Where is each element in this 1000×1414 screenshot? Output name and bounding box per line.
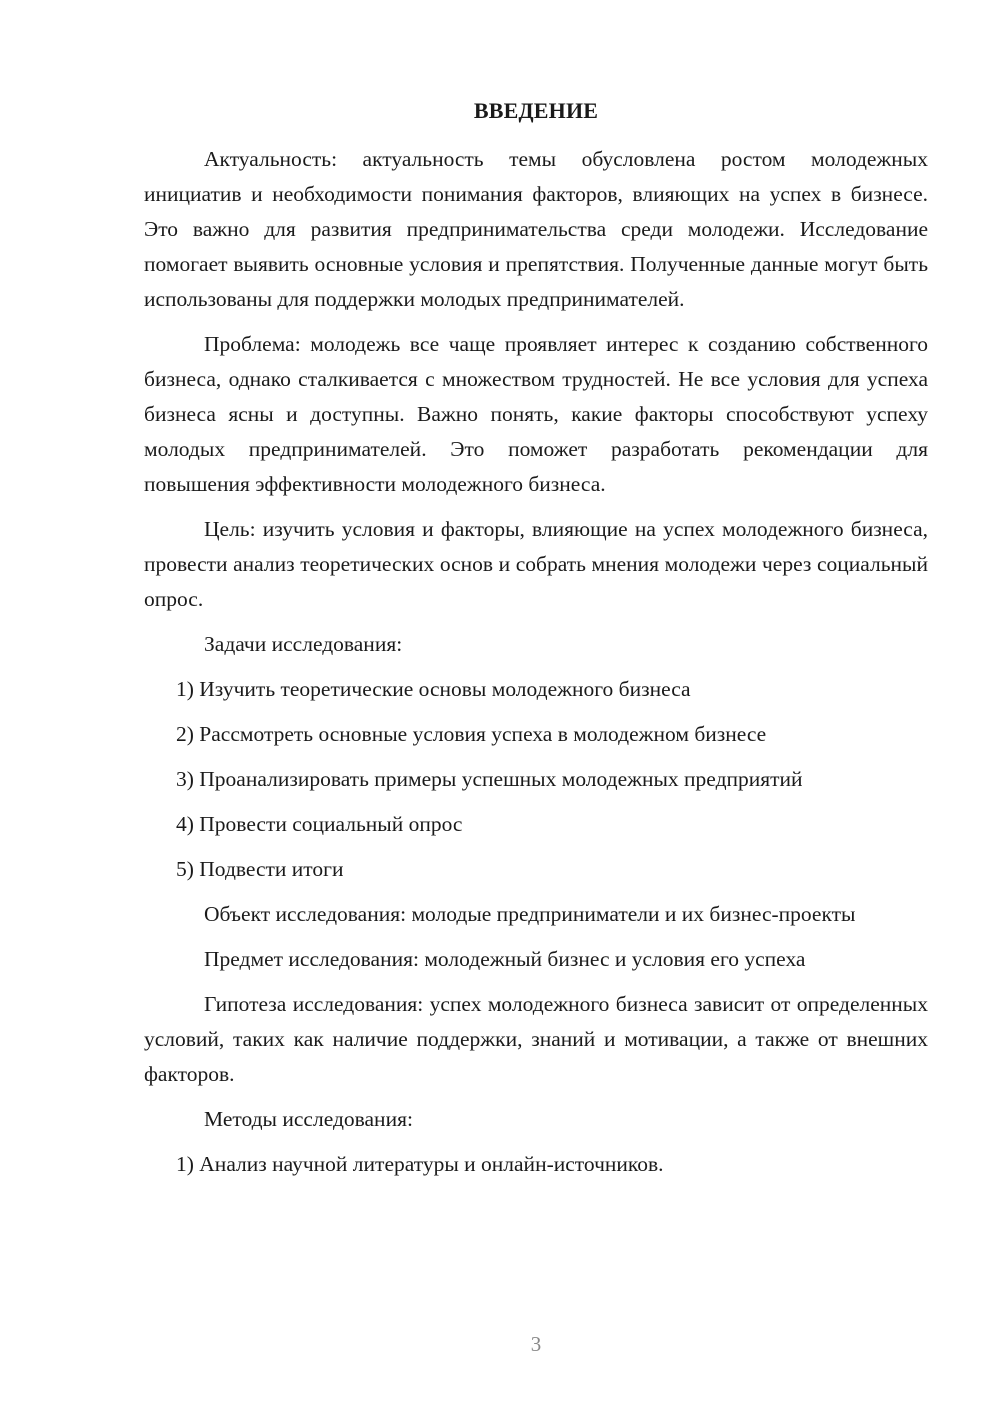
- task-item-5: 5) Подвести итоги: [176, 857, 344, 881]
- task-item-4: 4) Провести социальный опрос: [176, 812, 463, 836]
- document-title: ВВЕДЕНИЕ: [473, 98, 599, 123]
- hypothesis-paragraph: Гипотеза исследования: успех молодежного бизнеса зависит от определенных условий, таких как наличие поддержки, знаний и мотивации, а также от внешних факторов.: [144, 992, 928, 1086]
- object-paragraph: Объект исследования: молодые предприниматели и их бизнес-проекты: [204, 902, 856, 926]
- goal-paragraph: Цель: изучить условия и факторы, влияющие на успех молодежного бизнеса, провести анализ теоретических основ и собрать мнения молодежи через социальный опрос.: [144, 517, 928, 611]
- task-item-2: 2) Рассмотреть основные условия успеха в молодежном бизнесе: [176, 722, 767, 746]
- task-item-3: 3) Проанализировать примеры успешных молодежных предприятий: [176, 767, 803, 791]
- task-item-1: 1) Изучить теоретические основы молодежного бизнеса: [176, 677, 691, 701]
- tasks-heading: Задачи исследования:: [204, 632, 403, 656]
- methods-heading: Методы исследования:: [204, 1107, 413, 1131]
- subject-paragraph: Предмет исследования: молодежный бизнес и условия его успеха: [204, 947, 806, 971]
- method-item-1: 1) Анализ научной литературы и онлайн-источников.: [176, 1152, 664, 1176]
- page-number: 3: [530, 1332, 542, 1356]
- document-body: [144, 142, 928, 1192]
- relevance-paragraph: Актуальность: актуальность темы обусловлена ростом молодежных инициатив и необходимости понимания факторов, влияющих на успех в бизнесе. Это важно для развития предпринимательства среди молодежи. Исследование помогает выявить основные условия и препятствия. Полученные данные могут быть использованы для поддержки молодых предпринимателей.: [144, 147, 928, 311]
- problem-paragraph: Проблема: молодежь все чаще проявляет интерес к созданию собственного бизнеса, однако сталкивается с множеством трудностей. Не все условия для успеха бизнеса ясны и доступны. Важно понять, какие факторы способствуют успеху молодых предпринимателей. Это поможет разработать рекомендации для повышения эффективности молодежного бизнеса.: [144, 332, 928, 496]
- document-page: [144, 0, 928, 1414]
